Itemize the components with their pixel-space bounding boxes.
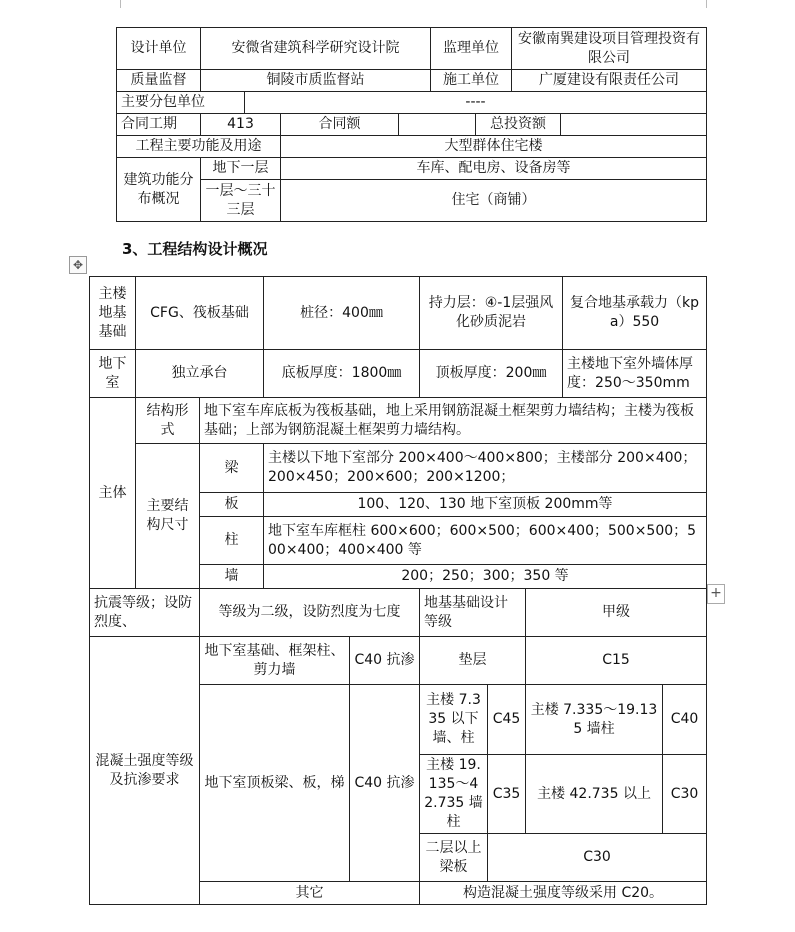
column-value: 地下室车库框柱 600×600；600×500；600×400；500×500；500×400；400×400 等 <box>264 517 707 565</box>
add-column-icon[interactable]: + <box>707 584 725 604</box>
wall-label: 墙 <box>200 565 264 589</box>
main-low-value: C45 <box>488 685 526 755</box>
foundation-grade-label: 地基基础设计等级 <box>420 589 526 637</box>
structure-design-table <box>89 276 707 905</box>
function-label: 工程主要功能及用途 <box>117 136 281 158</box>
slab-value: 100、120、130 地下室顶板 200mm等 <box>264 493 707 517</box>
main-top-label: 主楼 42.735 以上 <box>526 755 663 834</box>
main-high-value: C35 <box>488 755 526 834</box>
beam-value: 主楼以下地下室部分 200×400～400×800；主楼部分 200×400；200×450；200×600；200×1200； <box>264 444 707 493</box>
quality-value: 铜陵市质监督站 <box>201 70 431 92</box>
seismic-value: 等级为二级，设防烈度为七度 <box>200 589 420 637</box>
period-value: 413 <box>201 114 281 136</box>
structure-form-value: 地下室车库底板为筏板基础，地上采用钢筋混凝土框架剪力墙结构；主楼为筏板基础；上部为钢筋混凝土框架剪力墙结构。 <box>200 398 707 444</box>
upper-floors-value: 住宅（商铺） <box>281 180 707 222</box>
main-high-label: 主楼 19.135～42.735 墙柱 <box>420 755 488 834</box>
distribution-label: 建筑功能分布概况 <box>117 158 201 222</box>
investment-value <box>561 114 707 136</box>
other-label: 其它 <box>200 882 420 905</box>
design-unit-label: 设计单位 <box>117 28 201 70</box>
amount-label: 合同额 <box>281 114 399 136</box>
foundation-grade-value: 甲级 <box>526 589 707 637</box>
subcontract-label: 主要分包单位 <box>117 92 245 114</box>
cushion-value: C15 <box>526 637 707 685</box>
top-thickness: 顶板厚度：200㎜ <box>420 350 563 398</box>
column-label: 柱 <box>200 517 264 565</box>
beam-label: 梁 <box>200 444 264 493</box>
project-overview-table <box>116 27 707 222</box>
amount-value <box>399 114 476 136</box>
construction-unit-value: 广厦建设有限责任公司 <box>512 70 707 92</box>
pile-diameter: 桩径：400㎜ <box>264 277 420 350</box>
basement-type: 独立承台 <box>136 350 264 398</box>
supervision-unit-value: 安徽南巽建设项目管理投资有限公司 <box>512 28 707 70</box>
subcontract-value: ---- <box>245 92 707 114</box>
c-top-value: C40 抗渗 <box>350 685 420 882</box>
basement-floor-value: 车库、配电房、设备房等 <box>281 158 707 180</box>
margin-guide-right <box>706 0 707 8</box>
wall-value: 200；250；300；350 等 <box>264 565 707 589</box>
supervision-unit-label: 监理单位 <box>431 28 512 70</box>
bottom-thickness: 底板厚度：1800㎜ <box>264 350 420 398</box>
c-basement-label: 地下室基础、框架柱、剪力墙 <box>200 637 350 685</box>
c-top-label: 地下室顶板梁、板，梯 <box>200 685 350 882</box>
design-unit-value: 安微省建筑科学研究设计院 <box>201 28 431 70</box>
investment-label: 总投资额 <box>476 114 561 136</box>
table-move-icon[interactable]: ✥ <box>69 256 87 274</box>
cushion-label: 垫层 <box>420 637 526 685</box>
concrete-label: 混凝土强度等级及抗渗要求 <box>90 637 200 905</box>
period-label: 合同工期 <box>117 114 201 136</box>
main-structure-label: 主体 <box>90 398 136 589</box>
size-label: 主要结构尺寸 <box>136 444 200 589</box>
other-value: 构造混凝土强度等级采用 C20。 <box>420 882 707 905</box>
section-heading: 3、工程结构设计概况 <box>122 240 268 258</box>
main-top-value: C30 <box>663 755 707 834</box>
function-value: 大型群体住宅楼 <box>281 136 707 158</box>
basement-floor-label: 地下一层 <box>201 158 281 180</box>
upper-floors-label: 一层～三十三层 <box>201 180 281 222</box>
c-basement-value: C40 抗渗 <box>350 637 420 685</box>
basement-label: 地下室 <box>90 350 136 398</box>
structure-form-label: 结构形式 <box>136 398 200 444</box>
slab-label: 板 <box>200 493 264 517</box>
floor2-value: C30 <box>488 834 707 882</box>
foundation-label: 主楼地基基础 <box>90 277 136 350</box>
bearing-layer: 持力层：④-1层强风化砂质泥岩 <box>420 277 563 350</box>
margin-guide-left <box>120 0 121 8</box>
construction-unit-label: 施工单位 <box>431 70 512 92</box>
foundation-type: CFG、筏板基础 <box>136 277 264 350</box>
main-mid-label: 主楼 7.335～19.135 墙柱 <box>526 685 663 755</box>
quality-label: 质量监督 <box>117 70 201 92</box>
main-low-label: 主楼 7.335 以下墙、柱 <box>420 685 488 755</box>
seismic-label: 抗震等级；设防烈度、 <box>90 589 200 637</box>
bearing-capacity: 复合地基承载力（kpa）550 <box>563 277 707 350</box>
wall-thickness: 主楼地下室外墙体厚度：250～350mm <box>563 350 707 398</box>
main-mid-value: C40 <box>663 685 707 755</box>
floor2-label: 二层以上梁板 <box>420 834 488 882</box>
